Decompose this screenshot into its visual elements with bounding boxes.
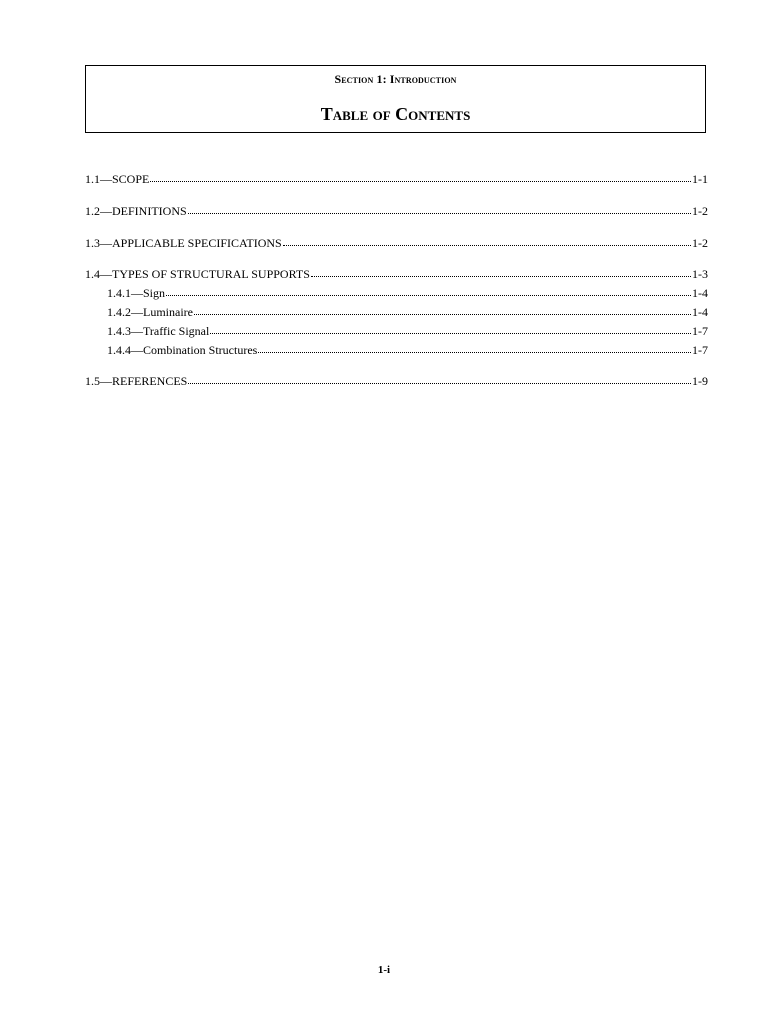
toc-entry-label: 1.2—DEFINITIONS — [85, 204, 187, 218]
table-of-contents — [85, 171, 708, 389]
toc-entry-label: 1.3—APPLICABLE SPECIFICATIONS — [85, 236, 282, 250]
dot-leader — [150, 170, 691, 182]
toc-entry-definitions[interactable] — [85, 203, 708, 219]
toc-entry-page: 1-4 — [692, 305, 708, 319]
toc-entry-label: 1.4.3—Traffic Signal — [107, 324, 210, 338]
toc-entry-label: 1.5—REFERENCES — [85, 374, 188, 388]
toc-entry-label: 1.4.4—Combination Structures — [107, 343, 258, 357]
toc-entry-references[interactable] — [85, 373, 708, 389]
toc-entry-page: 1-9 — [692, 374, 708, 388]
toc-entry-label: 1.4.2—Luminaire — [107, 305, 193, 319]
toc-entry-page: 1-1 — [692, 172, 708, 186]
toc-entry-traffic-signal[interactable] — [85, 323, 708, 342]
section-header-box — [85, 65, 706, 133]
toc-entry-applicable-specifications[interactable] — [85, 235, 708, 251]
toc-entry-sign[interactable] — [85, 285, 708, 304]
dot-leader — [188, 372, 691, 384]
dot-leader — [188, 202, 691, 214]
dot-leader — [283, 234, 691, 246]
toc-entry-label: 1.1—SCOPE — [85, 172, 150, 186]
toc-entry-page: 1-4 — [692, 286, 708, 300]
dot-leader — [210, 322, 691, 334]
dot-leader — [166, 284, 691, 296]
section-title: Section 1: Introduction — [334, 72, 457, 86]
dot-leader — [311, 265, 691, 277]
dot-leader — [194, 303, 691, 315]
toc-entry-label: 1.4.1—Sign — [107, 286, 166, 300]
page-number: 1-i — [377, 964, 391, 976]
toc-entry-page: 1-7 — [692, 324, 708, 338]
toc-entry-luminaire[interactable] — [85, 304, 708, 323]
toc-entry-combination-structures[interactable] — [85, 342, 708, 361]
toc-entry-scope[interactable] — [85, 171, 708, 187]
toc-entry-page: 1-3 — [692, 267, 708, 281]
toc-entry-page: 1-2 — [692, 236, 708, 250]
toc-entry-page: 1-2 — [692, 204, 708, 218]
toc-title: Table of Contents — [320, 104, 471, 124]
toc-entry-label: 1.4—TYPES OF STRUCTURAL SUPPORTS — [85, 267, 310, 281]
toc-entry-types-of-structural-supports[interactable] — [85, 266, 708, 282]
dot-leader — [258, 341, 691, 353]
toc-entry-page: 1-7 — [692, 343, 708, 357]
